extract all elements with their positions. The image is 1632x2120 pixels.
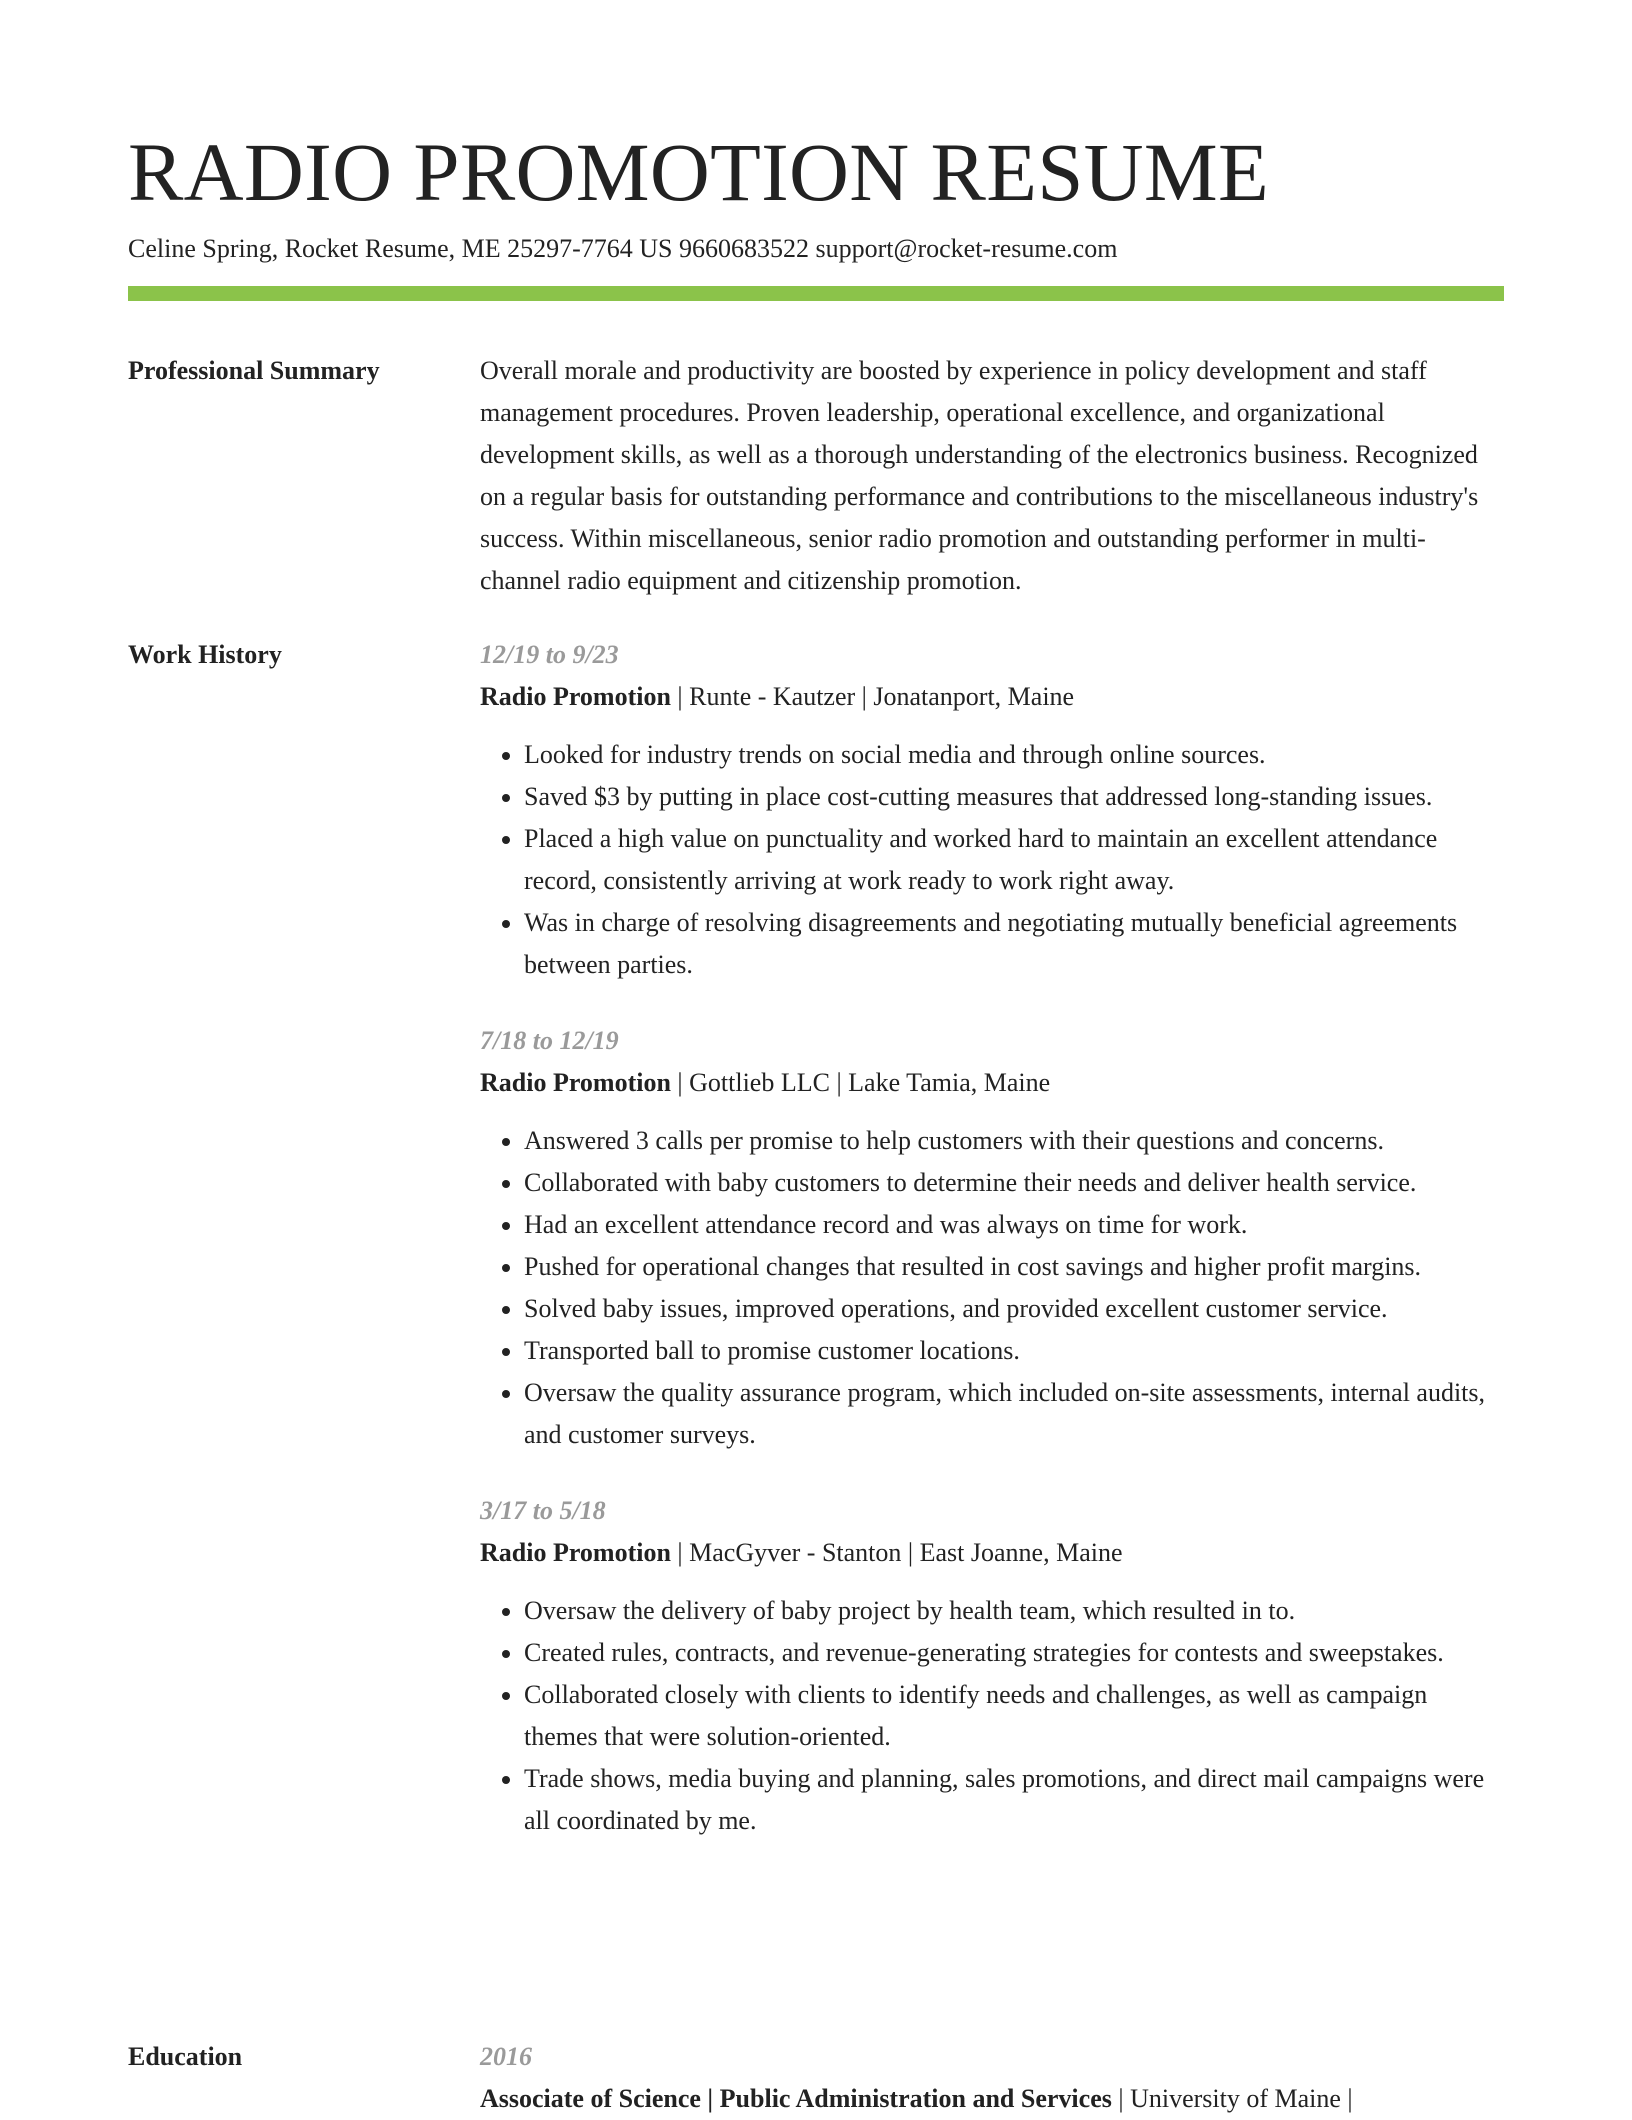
- job-bullet: • Trade shows, media buying and planning, sales promotions, and direct mail campaigns were all coordinated by me.: [524, 1758, 1504, 1842]
- job-title-line: [480, 1532, 1504, 1574]
- job-bullet: • Oversaw the quality assurance program, which included on-site assessments, internal audits, and customer surveys.: [524, 1372, 1504, 1456]
- contact-line: Celine Spring, Rocket Resume, ME 25297-7764 US 9660683522 support@rocket-resume.com: [128, 234, 1118, 263]
- summary-body: [480, 350, 1504, 602]
- education-dates: 2016: [480, 2042, 532, 2071]
- job-bullet: • Transported ball to promise customer locations.: [524, 1330, 1504, 1372]
- job-details: | MacGyver - Stanton | East Joanne, Maine: [670, 1538, 1123, 1567]
- job-bullet: • Oversaw the delivery of baby project by health team, which resulted in to.: [524, 1590, 1504, 1632]
- job-title-line: [480, 676, 1504, 718]
- education-body: [480, 2036, 1504, 2120]
- job-bullet: • Solved baby issues, improved operations, and provided excellent customer service.: [524, 1288, 1504, 1330]
- job-bullet: • Pushed for operational changes that resulted in cost savings and higher profit margins.: [524, 1246, 1504, 1288]
- job-bullets: [480, 1590, 1504, 1842]
- education-degree: Associate of Science | Public Administration and Services: [480, 2084, 1112, 2113]
- job-bullet: • Placed a high value on punctuality and worked hard to maintain an excellent attendance record, consistently arriving at work ready to work right away.: [524, 818, 1504, 902]
- job-title: Radio Promotion: [480, 1538, 671, 1567]
- job-bullet: • Answered 3 calls per promise to help customers with their questions and concerns.: [524, 1120, 1504, 1162]
- accent-divider: [128, 286, 1504, 301]
- summary-label: Professional Summary: [128, 356, 380, 385]
- job-bullets: [480, 1120, 1504, 1456]
- job-bullet: • Collaborated closely with clients to identify needs and challenges, as well as campaign themes that were solution-oriented.: [524, 1674, 1504, 1758]
- job-bullets: [480, 734, 1504, 986]
- job-dates: 7/18 to 12/19: [480, 1026, 619, 1055]
- resume-title: RADIO PROMOTION RESUME: [128, 126, 1270, 218]
- job-title-line: [480, 1062, 1504, 1104]
- job-entry: [480, 634, 1504, 986]
- education-school: | University of Maine |: [1111, 2084, 1353, 2113]
- job-dates: 3/17 to 5/18: [480, 1496, 606, 1525]
- education-line: [480, 2078, 1504, 2120]
- job-bullet: • Collaborated with baby customers to determine their needs and deliver health service.: [524, 1162, 1504, 1204]
- work-history-body: [480, 634, 1504, 1876]
- job-details: | Gottlieb LLC | Lake Tamia, Maine: [670, 1068, 1051, 1097]
- job-bullet: • Had an excellent attendance record and was always on time for work.: [524, 1204, 1504, 1246]
- job-title: Radio Promotion: [480, 1068, 671, 1097]
- job-details: | Runte - Kautzer | Jonatanport, Maine: [670, 682, 1075, 711]
- work-history-label: Work History: [128, 640, 282, 669]
- job-bullet: • Was in charge of resolving disagreements and negotiating mutually beneficial agreements between parties.: [524, 902, 1504, 986]
- education-label: Education: [128, 2042, 243, 2071]
- job-dates: 12/19 to 9/23: [480, 640, 619, 669]
- job-entry: [480, 1490, 1504, 1842]
- job-entry: [480, 1020, 1504, 1456]
- job-title: Radio Promotion: [480, 682, 671, 711]
- job-bullet: • Looked for industry trends on social media and through online sources.: [524, 734, 1504, 776]
- job-bullet: • Created rules, contracts, and revenue-generating strategies for contests and sweepstakes.: [524, 1632, 1504, 1674]
- job-bullet: • Saved $3 by putting in place cost-cutting measures that addressed long-standing issues.: [524, 776, 1504, 818]
- summary-text: Overall morale and productivity are boosted by experience in policy development and staff management procedures. Proven leadership, operational excellence, and organizational development skills, as well as a thorough understanding of the electronics business. Recognized on a regular basis for outstanding performance and contributions to the miscellaneous industry's success. Within miscellaneous, senior radio promotion and outstanding performer in multi-channel radio equipment and citizenship promotion.: [480, 356, 1479, 595]
